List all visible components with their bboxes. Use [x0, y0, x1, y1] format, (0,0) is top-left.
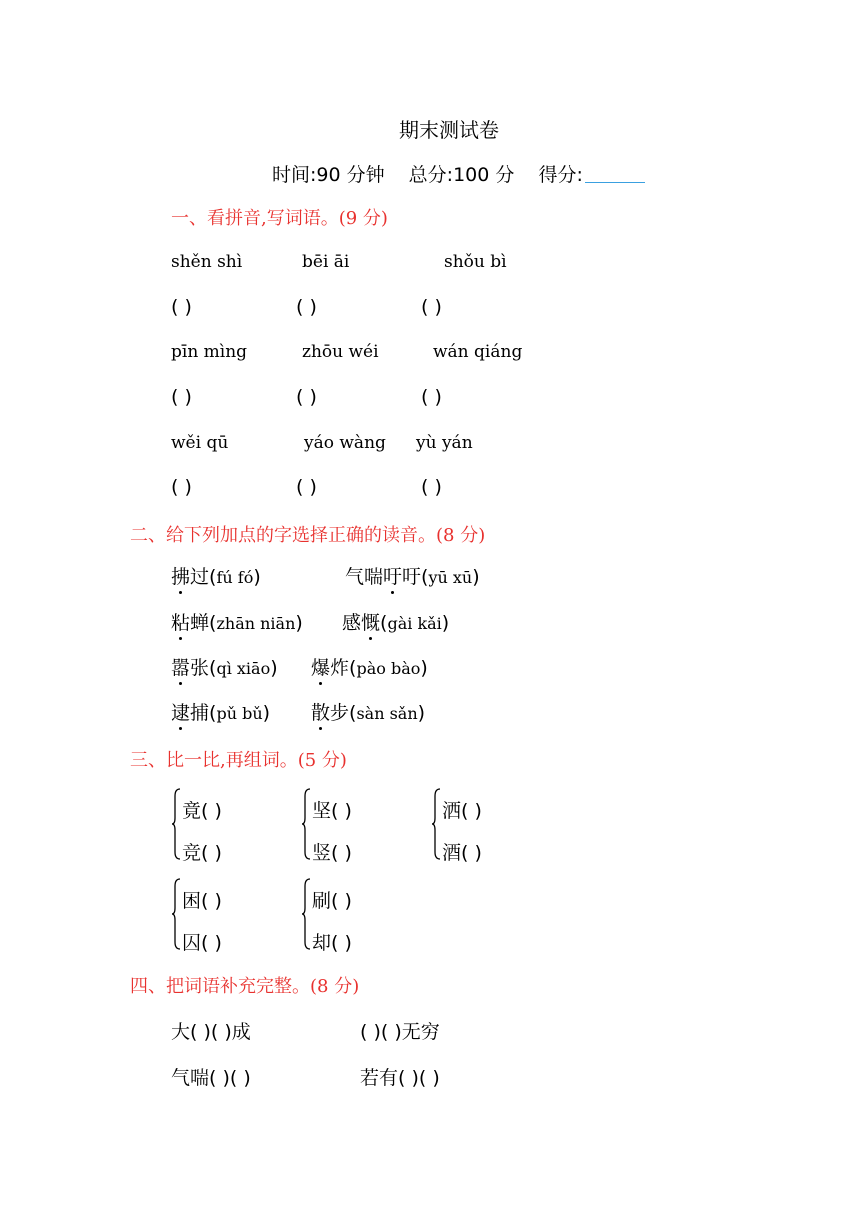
pinyin-2-2: zhōu wéi	[302, 342, 379, 362]
brace-icon	[171, 878, 181, 950]
pinyin-3-3: yù yán	[416, 433, 473, 453]
compare-char: 困( )	[182, 890, 222, 912]
pinyin-3-1: wěi qū	[171, 433, 229, 453]
idiom-item: 若有( )( )	[360, 1067, 440, 1089]
pinyin-2-3: wán qiáng	[433, 342, 523, 362]
answer-blank-2-2[interactable]: ( )	[296, 386, 317, 408]
answer-blank-1-3[interactable]: ( )	[421, 296, 442, 318]
page-title: 期末测试卷	[399, 118, 499, 142]
answer-blank-3-1[interactable]: ( )	[171, 476, 192, 498]
compare-char: 囚( )	[182, 932, 222, 954]
brace-icon	[301, 878, 311, 950]
section4-heading: 四、把词语补充完整。(8 分)	[130, 976, 360, 997]
exam-meta	[272, 160, 663, 187]
time-label: 时间:90 分钟	[272, 164, 385, 186]
total-label: 总分:100 分	[408, 164, 515, 186]
pinyin-1-3: shǒu bì	[444, 252, 507, 272]
answer-blank-3-2[interactable]: ( )	[296, 476, 317, 498]
pinyin-3-2: yáo wàng	[304, 433, 386, 453]
score-label: 得分:	[538, 164, 583, 186]
pinyin-1-2: bēi āi	[302, 252, 350, 272]
reading-item: 散步(sàn sǎn)	[311, 702, 426, 724]
reading-item: 粘蝉(zhān niān)	[171, 612, 303, 634]
compare-char: 坚( )	[312, 800, 352, 822]
pinyin-1-1: shěn shì	[171, 252, 243, 272]
compare-char: 刷( )	[312, 890, 352, 912]
answer-blank-2-1[interactable]: ( )	[171, 386, 192, 408]
compare-char: 酒( )	[442, 842, 482, 864]
reading-item: 感慨(gài kǎi)	[342, 612, 450, 634]
compare-char: 竟( )	[182, 800, 222, 822]
reading-item: 拂过(fú fó)	[171, 566, 261, 588]
answer-blank-3-3[interactable]: ( )	[421, 476, 442, 498]
answer-blank-1-1[interactable]: ( )	[171, 296, 192, 318]
compare-char: 竞( )	[182, 842, 222, 864]
reading-item: 逮捕(pǔ bǔ)	[171, 702, 271, 724]
pinyin-2-1: pīn mìng	[171, 342, 248, 362]
answer-blank-2-3[interactable]: ( )	[421, 386, 442, 408]
score-blank[interactable]	[585, 164, 645, 183]
section2-heading: 二、给下列加点的字选择正确的读音。(8 分)	[130, 525, 486, 546]
compare-char: 竖( )	[312, 842, 352, 864]
reading-item: 爆炸(pào bào)	[311, 657, 428, 679]
idiom-item: ( )( )无穷	[360, 1021, 440, 1043]
idiom-item: 大( )( )成	[171, 1021, 251, 1043]
answer-blank-1-2[interactable]: ( )	[296, 296, 317, 318]
brace-icon	[431, 788, 441, 860]
compare-char: 洒( )	[442, 800, 482, 822]
reading-item: 气喘吁吁(yū xū)	[345, 566, 480, 588]
reading-item: 嚣张(qì xiāo)	[171, 657, 278, 679]
compare-char: 却( )	[312, 932, 352, 954]
brace-icon	[301, 788, 311, 860]
brace-icon	[171, 788, 181, 860]
section1-heading: 一、看拼音,写词语。(9 分)	[171, 208, 388, 229]
idiom-item: 气喘( )( )	[171, 1067, 251, 1089]
section3-heading: 三、比一比,再组词。(5 分)	[130, 750, 347, 771]
